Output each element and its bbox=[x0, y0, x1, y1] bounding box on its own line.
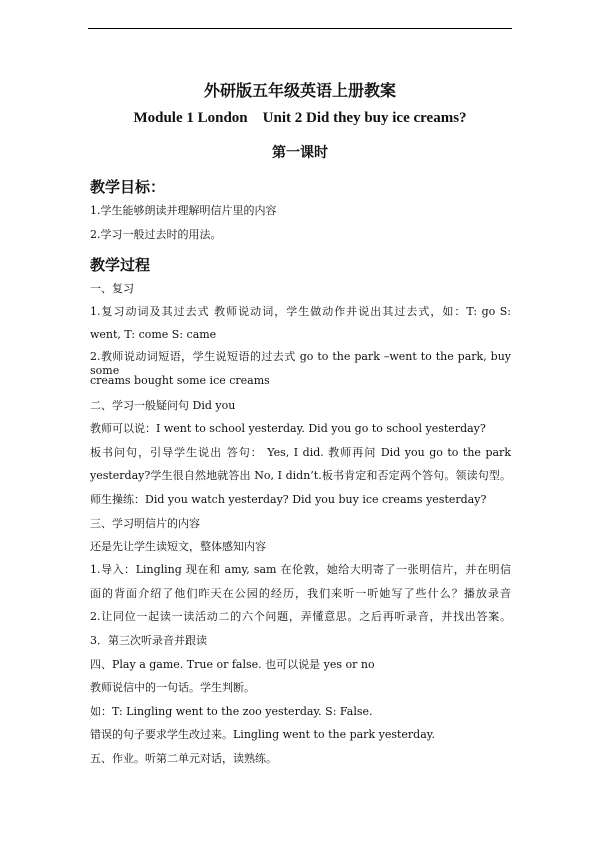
process-line: 一、复习 bbox=[90, 282, 134, 295]
process-line: 教师说信中的一句话。学生判断。 bbox=[90, 681, 255, 694]
process-line: 错误的句子要求学生改过来。Lingling went to the park yesterday. bbox=[90, 728, 436, 741]
process-line: 还是先让学生读短文，整体感知内容 bbox=[90, 540, 266, 553]
objectives-heading: 教学目标： bbox=[90, 178, 166, 196]
process-line: went, T: come S: came bbox=[90, 328, 217, 341]
document-title: 外研版五年级英语上册教案 bbox=[203, 81, 396, 100]
process-line: 2.教师说动词短语，学生说短语的过去式 go to the park –went to the park, buy some bbox=[90, 350, 511, 377]
process-line: 五、作业。听第二单元对话，读熟练。 bbox=[90, 752, 277, 765]
process-line: 1.复习动词及其过去式 教师说动词，学生做动作并说出其过去式，如：T: go S: bbox=[90, 305, 511, 318]
objective-line: 2.学习一般过去时的用法。 bbox=[90, 228, 222, 241]
process-line: yesterday?学生很自然地就答出 No, I didn’t.板书肯定和否定两个答句。领读句型。 bbox=[90, 469, 511, 482]
process-line: 面的背面介绍了他们昨天在公园的经历，我们来听一听她写了些什么？播放录音 bbox=[90, 587, 511, 600]
process-line: 师生操练：Did you watch yesterday? Did you buy ice creams yesterday? bbox=[90, 493, 487, 506]
process-line: 三、学习明信片的内容 bbox=[90, 517, 200, 530]
process-heading: 教学过程 bbox=[90, 256, 151, 274]
process-line: 1.导入：Lingling 现在和 amy, sam 在伦敦，她给大明寄了一张明信片，并在明信 bbox=[90, 563, 511, 576]
process-line: creams bought some ice creams bbox=[90, 374, 270, 387]
process-line: 如：T: Lingling went to the zoo yesterday. S: False. bbox=[90, 705, 373, 718]
process-line: 板书问句，引导学生说出 答句： Yes, I did. 教师再问 Did you go to the park bbox=[90, 446, 511, 459]
process-line: 四、Play a game. True or false. 也可以说是 yes or no bbox=[90, 658, 375, 671]
header-rule bbox=[88, 28, 512, 29]
document-subtitle: Module 1 London Unit 2 Did they buy ice creams? bbox=[133, 110, 467, 126]
objective-line: 1.学生能够朗读并理解明信片里的内容 bbox=[90, 204, 277, 217]
process-line: 3．第三次听录音并跟读 bbox=[90, 634, 207, 647]
process-line: 教师可以说：I went to school yesterday. Did you go to school yesterday? bbox=[90, 422, 486, 435]
process-line: 二、学习一般疑问句 Did you bbox=[90, 399, 236, 412]
lesson-label: 第一课时 bbox=[272, 145, 328, 161]
process-line: 2.让同位一起读一读活动二的六个问题，弄懂意思。之后再听录音，并找出答案。 bbox=[90, 610, 511, 623]
